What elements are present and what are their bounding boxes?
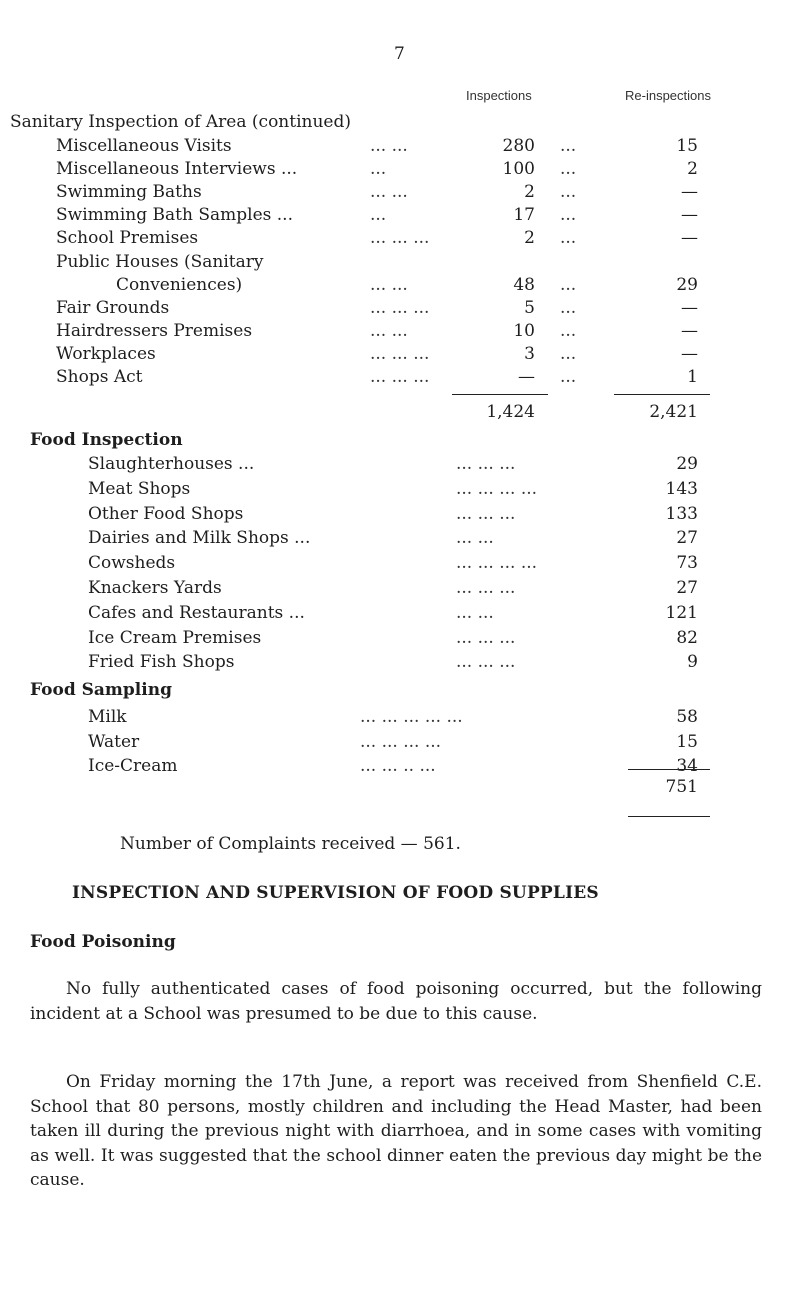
food-inspection-value: 133 bbox=[665, 504, 698, 524]
row-reinspections: — bbox=[681, 321, 698, 341]
row-inspections: 280 bbox=[502, 136, 535, 156]
food-inspection-heading: Food Inspection bbox=[30, 430, 183, 450]
total-rule-reinspections bbox=[614, 394, 710, 395]
paragraph-2: On Friday morning the 17th June, a report was received from Shenfield C.E. School that 80 persons, mostly children and including the Head Master, had been taken ill during the previous night with diarrhoea, and in some cases with vomiting as well. It was suggested that the school dinner eaten the previous day might be the cause. bbox=[30, 1072, 762, 1190]
row-leader: ... bbox=[370, 159, 387, 179]
column-header-inspections: Inspections bbox=[466, 88, 532, 103]
food-inspection-value: 27 bbox=[676, 578, 698, 598]
food-inspection-leader: ... ... ... bbox=[456, 504, 516, 524]
row-leader: ... ... bbox=[370, 136, 408, 156]
column-header-reinspections: Re-inspections bbox=[625, 88, 711, 103]
row-leader-2: ... bbox=[560, 136, 577, 156]
row-inspections: 10 bbox=[513, 321, 535, 341]
row-inspections: 5 bbox=[524, 298, 535, 318]
row-reinspections: 15 bbox=[676, 136, 698, 156]
food-sampling-label: Milk bbox=[88, 707, 127, 727]
row-label: Public Houses (Sanitary bbox=[56, 252, 264, 272]
row-reinspections: — bbox=[681, 182, 698, 202]
food-inspection-label: Cafes and Restaurants ... bbox=[88, 603, 305, 623]
food-inspection-value: 73 bbox=[676, 553, 698, 573]
row-leader: ... ... bbox=[370, 275, 408, 295]
food-inspection-label: Slaughterhouses ... bbox=[88, 454, 255, 474]
food-poisoning-heading: Food Poisoning bbox=[30, 932, 176, 952]
complaints-count: Number of Complaints received — 561. bbox=[120, 834, 461, 854]
row-reinspections: 29 bbox=[676, 275, 698, 295]
row-leader: ... ... bbox=[370, 321, 408, 341]
food-sampling-leader: ... ... ... ... bbox=[360, 732, 442, 752]
row-reinspections: — bbox=[681, 344, 698, 364]
food-inspection-label: Other Food Shops bbox=[88, 504, 244, 524]
row-leader: ... ... ... bbox=[370, 298, 430, 318]
row-leader: ... ... bbox=[370, 182, 408, 202]
row-leader-2: ... bbox=[560, 367, 577, 387]
row-reinspections: — bbox=[681, 205, 698, 225]
food-inspection-label: Meat Shops bbox=[88, 479, 191, 499]
row-label: Fair Grounds bbox=[56, 298, 170, 318]
section-heading: INSPECTION AND SUPERVISION OF FOOD SUPPLIES bbox=[72, 883, 599, 903]
paragraph-1: No fully authenticated cases of food poisoning occurred, but the following incident at a School was presumed to be due to this cause. bbox=[30, 979, 762, 1024]
food-inspection-leader: ... ... bbox=[456, 603, 494, 623]
row-inspections: 17 bbox=[513, 205, 535, 225]
row-reinspections: 2 bbox=[687, 159, 698, 179]
row-reinspections: — bbox=[681, 298, 698, 318]
page-number: 7 bbox=[394, 44, 405, 64]
food-inspection-value: 143 bbox=[665, 479, 698, 499]
food-sampling-leader: ... ... ... ... ... bbox=[360, 707, 463, 727]
food-inspection-value: 121 bbox=[665, 603, 698, 623]
food-inspection-value: 82 bbox=[676, 628, 698, 648]
sampling-total: 751 bbox=[665, 777, 698, 797]
food-inspection-leader: ... ... ... bbox=[456, 652, 516, 672]
row-label: Hairdressers Premises bbox=[56, 321, 253, 341]
row-label: School Premises bbox=[56, 228, 199, 248]
row-leader-2: ... bbox=[560, 344, 577, 364]
total-inspections: 1,424 bbox=[486, 402, 535, 422]
total-reinspections: 2,421 bbox=[649, 402, 698, 422]
food-inspection-leader: ... ... ... bbox=[456, 454, 516, 474]
sampling-total-rule-bottom bbox=[628, 816, 710, 817]
food-inspection-value: 29 bbox=[676, 454, 698, 474]
row-inspections: 100 bbox=[502, 159, 535, 179]
row-label: Swimming Bath Samples ... bbox=[56, 205, 293, 225]
row-leader-2: ... bbox=[560, 298, 577, 318]
food-inspection-label: Dairies and Milk Shops ... bbox=[88, 528, 311, 548]
row-reinspections: 1 bbox=[687, 367, 698, 387]
row-label: Swimming Baths bbox=[56, 182, 202, 202]
row-inspections: — bbox=[518, 367, 535, 387]
row-label: Conveniences) bbox=[116, 275, 243, 295]
food-sampling-leader: ... ... .. ... bbox=[360, 756, 436, 776]
row-label: Miscellaneous Interviews ... bbox=[56, 159, 298, 179]
food-inspection-leader: ... ... ... bbox=[456, 628, 516, 648]
sanitary-heading: Sanitary Inspection of Area (continued) bbox=[10, 112, 351, 132]
row-leader: ... ... ... bbox=[370, 228, 430, 248]
food-sampling-heading: Food Sampling bbox=[30, 680, 172, 700]
row-leader-2: ... bbox=[560, 321, 577, 341]
food-sampling-value: 34 bbox=[676, 756, 698, 776]
sampling-total-rule-top bbox=[628, 769, 710, 770]
food-inspection-value: 27 bbox=[676, 528, 698, 548]
row-leader-2: ... bbox=[560, 182, 577, 202]
row-leader-2: ... bbox=[560, 228, 577, 248]
food-sampling-value: 58 bbox=[676, 707, 698, 727]
food-inspection-label: Cowsheds bbox=[88, 553, 176, 573]
food-inspection-leader: ... ... ... ... bbox=[456, 479, 538, 499]
food-sampling-label: Ice-Cream bbox=[88, 756, 178, 776]
food-inspection-leader: ... ... ... bbox=[456, 578, 516, 598]
food-inspection-value: 9 bbox=[687, 652, 698, 672]
row-inspections: 48 bbox=[513, 275, 535, 295]
row-leader: ... ... ... bbox=[370, 367, 430, 387]
food-inspection-label: Ice Cream Premises bbox=[88, 628, 262, 648]
row-label: Miscellaneous Visits bbox=[56, 136, 232, 156]
total-rule-inspections bbox=[452, 394, 548, 395]
row-inspections: 3 bbox=[524, 344, 535, 364]
row-reinspections: — bbox=[681, 228, 698, 248]
row-inspections: 2 bbox=[524, 182, 535, 202]
food-sampling-value: 15 bbox=[676, 732, 698, 752]
row-leader: ... bbox=[370, 205, 387, 225]
food-inspection-leader: ... ... bbox=[456, 528, 494, 548]
row-leader-2: ... bbox=[560, 275, 577, 295]
food-inspection-leader: ... ... ... ... bbox=[456, 553, 538, 573]
row-inspections: 2 bbox=[524, 228, 535, 248]
row-leader-2: ... bbox=[560, 159, 577, 179]
row-leader: ... ... ... bbox=[370, 344, 430, 364]
food-sampling-label: Water bbox=[88, 732, 140, 752]
food-inspection-label: Fried Fish Shops bbox=[88, 652, 235, 672]
food-inspection-label: Knackers Yards bbox=[88, 578, 222, 598]
row-label: Shops Act bbox=[56, 367, 143, 387]
row-leader-2: ... bbox=[560, 205, 577, 225]
row-label: Workplaces bbox=[56, 344, 156, 364]
